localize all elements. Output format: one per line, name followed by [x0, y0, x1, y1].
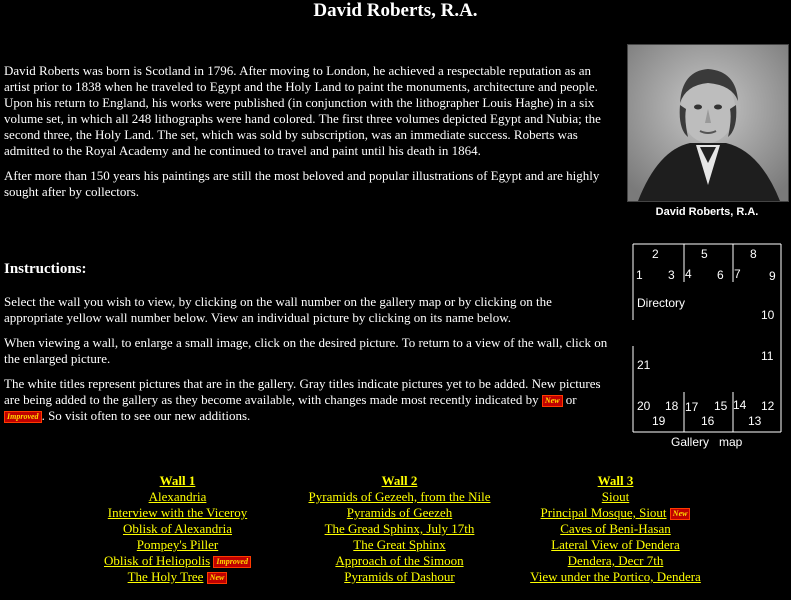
- wall-1-map-link[interactable]: 1: [636, 268, 643, 282]
- wall-17-map-link[interactable]: 17: [685, 400, 699, 414]
- wall-1-link[interactable]: Wall 1: [159, 473, 196, 488]
- picture-link[interactable]: Oblisk of Heliopolis: [104, 553, 211, 568]
- instructions-paragraph-3: The white titles represent pictures that are in the gallery. Gray titles indicate pictures yet to be added. New pictures are being added to the gallery as they become available, with changes made most recently indicated by New or Improved . So visit often to see our new additions.: [4, 376, 601, 423]
- picture-row: [100, 569, 255, 585]
- picture-link[interactable]: View under the Portico, Dendera: [530, 569, 701, 584]
- picture-link[interactable]: Caves of Beni-Hasan: [560, 521, 671, 536]
- new-badge-icon: New: [207, 572, 228, 584]
- improved-badge-icon: Improved: [4, 411, 42, 423]
- wall-3-map-link[interactable]: 3: [668, 268, 675, 282]
- wall-18-map-link[interactable]: 18: [665, 399, 679, 413]
- wall-1-column: [100, 473, 255, 585]
- instructions-text: [4, 294, 614, 433]
- wall-7-map-link[interactable]: 7: [734, 267, 741, 281]
- wall-12-map-link[interactable]: 12: [761, 399, 775, 413]
- wall-10-map-link[interactable]: 10: [761, 308, 775, 322]
- picture-row: [528, 505, 703, 521]
- portrait-image: [627, 44, 789, 202]
- picture-link[interactable]: Pyramids of Geezeh: [346, 505, 453, 520]
- wall-15-map-link[interactable]: 15: [714, 399, 728, 413]
- wall-3-column: [528, 473, 703, 585]
- wall-3-link[interactable]: Wall 3: [597, 473, 634, 488]
- wall-5-map-link[interactable]: 5: [701, 247, 708, 261]
- wall-2-column: [302, 473, 497, 585]
- instructions-paragraph-1: Select the wall you wish to view, by clicking on the wall number on the gallery map or by clicking on the appropriate yellow wall number below. View an individual picture by clicking on its name below.: [4, 294, 552, 325]
- picture-link[interactable]: Siout: [601, 489, 630, 504]
- wall-20-map-link[interactable]: 20: [637, 399, 651, 413]
- instructions-paragraph-2: When viewing a wall, to enlarge a small image, click on the desired picture. To return to a view of the wall, click on the enlarged picture.: [4, 335, 608, 366]
- wall-9-map-link[interactable]: 9: [769, 269, 776, 283]
- wall-6-map-link[interactable]: 6: [717, 268, 724, 282]
- new-badge-icon: New: [542, 395, 563, 407]
- picture-link[interactable]: Interview with the Viceroy: [107, 505, 248, 520]
- intro-text: [4, 63, 614, 209]
- picture-link[interactable]: Pyramids of Dashour: [344, 569, 455, 584]
- wall-21-map-link[interactable]: 21: [637, 358, 651, 372]
- picture-link[interactable]: Pyramids of Gezeeh, from the Nile: [308, 489, 491, 504]
- picture-link[interactable]: Principal Mosque, Siout: [540, 505, 667, 520]
- picture-link[interactable]: Lateral View of Dendera: [551, 537, 680, 552]
- improved-badge-icon: Improved: [213, 556, 251, 568]
- picture-link[interactable]: Approach of the Simoon: [335, 553, 464, 568]
- wall-16-map-link[interactable]: 16: [701, 414, 715, 428]
- picture-link[interactable]: Oblisk of Alexandria: [122, 521, 233, 536]
- wall-2-link[interactable]: Wall 2: [381, 473, 418, 488]
- intro-paragraph-1: David Roberts was born is Scotland in 1796. After moving to London, he achieved a respectable reputation as an artist prior to 1838 when he traveled to Egypt and the Holy Land to paint the monuments, architecture and people. Upon his return to England, his works were published (in conjunction with the lithographer Louis Haghe) in a six volume set, in which all 248 lithographs were hand colored. The first three volumes depicted Egypt and Nubia; the second three, the Holy Land. The set, which was sold by subscription, was an immediate success. Roberts was admitted to the Royal Academy and he continued to travel and paint until his death in 1864.: [4, 63, 601, 158]
- portrait-block: [627, 44, 789, 218]
- instructions-heading: Instructions:: [4, 261, 87, 277]
- picture-link[interactable]: The Gread Sphinx, July 17th: [324, 521, 475, 536]
- wall-11-map-link[interactable]: 11: [761, 349, 774, 363]
- directory-map-link[interactable]: Directory: [637, 296, 686, 310]
- new-badge-icon: New: [670, 508, 691, 520]
- portrait-caption: David Roberts, R.A.: [655, 206, 759, 218]
- wall-4-map-link[interactable]: 4: [685, 267, 692, 281]
- picture-link[interactable]: The Holy Tree: [127, 569, 204, 584]
- wall-19-map-link[interactable]: 19: [652, 414, 666, 428]
- picture-link[interactable]: Dendera, Decr 7th: [567, 553, 664, 568]
- gallery-map: [630, 242, 785, 450]
- picture-row: [100, 553, 255, 569]
- page-title: David Roberts, R.A.: [313, 0, 478, 21]
- gallery-map-label: Gallery map: [671, 435, 743, 449]
- wall-2-map-link[interactable]: 2: [652, 247, 659, 261]
- wall-14-map-link[interactable]: 14: [733, 398, 747, 412]
- wall-13-map-link[interactable]: 13: [748, 414, 762, 428]
- intro-paragraph-2: After more than 150 years his paintings are still the most beloved and popular illustrations of Egypt and are highly sought after by collectors.: [4, 168, 600, 199]
- picture-link[interactable]: The Great Sphinx: [353, 537, 446, 552]
- picture-link[interactable]: Alexandria: [148, 489, 207, 504]
- picture-link[interactable]: Pompey's Piller: [136, 537, 219, 552]
- wall-8-map-link[interactable]: 8: [750, 247, 757, 261]
